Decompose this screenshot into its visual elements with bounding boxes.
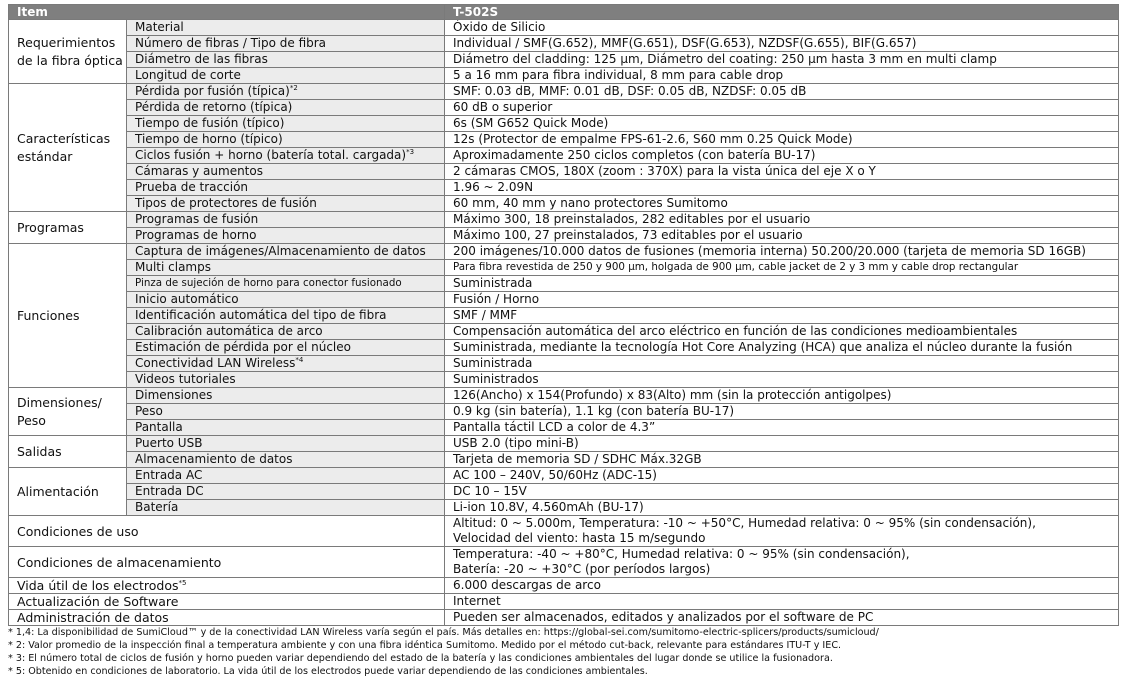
table-row: [9, 547, 1119, 578]
footnotes: [8, 626, 1118, 678]
row-label: Batería: [127, 500, 445, 516]
section-dimensions-weight: Dimensiones/ Peso: [9, 388, 127, 436]
footnote: * 5: Obtenido en condiciones de laboratorio. La vida útil de los electrodos puede variar dependiendo de las condiciones ambientales.: [8, 666, 648, 677]
row-value: 2 cámaras CMOS, 180X (zoom : 370X) para la vista única del eje X o Y: [445, 164, 1119, 180]
table-row: [9, 52, 1119, 68]
row-value: Pantalla táctil LCD a color de 4.3”: [445, 420, 1119, 436]
row-label: Pantalla: [127, 420, 445, 436]
row-label: [127, 356, 445, 372]
row-value: Internet: [445, 594, 1119, 610]
row-value: Diámetro del cladding: 125 µm, Diámetro del coating: 250 µm hasta 3 mm en multi clamp: [445, 52, 1119, 68]
row-label: Pinza de sujeción de horno para conector fusionado: [127, 276, 445, 292]
row-label: Longitud de corte: [127, 68, 445, 84]
row-value: 0.9 kg (sin batería), 1.1 kg (con batería BU-17): [445, 404, 1119, 420]
footnote-ref: *5: [178, 578, 187, 587]
table-row: [9, 484, 1119, 500]
section-software-update: Actualización de Software: [9, 594, 445, 610]
row-label: Identificación automática del tipo de fibra: [127, 308, 445, 324]
row-value: [445, 547, 1119, 578]
table-row: [9, 148, 1119, 164]
table-row: [9, 516, 1119, 547]
table-row: [9, 578, 1119, 594]
row-value-line: Temperatura: -40 ~ +80°C, Humedad relativa: 0 ~ 95% (sin condensación),: [453, 547, 910, 561]
table-row: [9, 372, 1119, 388]
table-row: [9, 260, 1119, 276]
row-label: Puerto USB: [127, 436, 445, 452]
row-value: Tarjeta de memoria SD / SDHC Máx.32GB: [445, 452, 1119, 468]
row-value: Suministrada, mediante la tecnología Hot Core Analyzing (HCA) que analiza el núcleo durante la fusión: [445, 340, 1119, 356]
row-label: Peso: [127, 404, 445, 420]
row-label: Tipos de protectores de fusión: [127, 196, 445, 212]
row-label: Pérdida de retorno (típica): [127, 100, 445, 116]
row-label: Material: [127, 20, 445, 36]
section-functions: Funciones: [9, 244, 127, 388]
row-value-line: Batería: -20 ~ +30°C (por períodos largos): [453, 562, 711, 576]
row-label: Cámaras y aumentos: [127, 164, 445, 180]
row-label: Calibración automática de arco: [127, 324, 445, 340]
row-label-text: Conectividad LAN Wireless: [135, 356, 296, 370]
row-label: Estimación de pérdida por el núcleo: [127, 340, 445, 356]
footnote-ref: *4: [295, 356, 304, 364]
table-row: [9, 610, 1119, 626]
row-value: Aproximadamente 250 ciclos completos (con batería BU-17): [445, 148, 1119, 164]
row-value: Pueden ser almacenados, editados y analizados por el software de PC: [445, 610, 1119, 626]
row-label: Almacenamiento de datos: [127, 452, 445, 468]
table-row: [9, 84, 1119, 100]
row-label: Tiempo de horno (típico): [127, 132, 445, 148]
row-value: 1.96 ~ 2.09N: [445, 180, 1119, 196]
row-label: Multi clamps: [127, 260, 445, 276]
row-value: Compensación automática del arco eléctrico en función de las condiciones medioambientales: [445, 324, 1119, 340]
row-label: Inicio automático: [127, 292, 445, 308]
row-value: Óxido de Silicio: [445, 20, 1119, 36]
row-value: Fusión / Horno: [445, 292, 1119, 308]
table-row: [9, 404, 1119, 420]
table-row: [9, 212, 1119, 228]
footnote-ref: *3: [406, 148, 415, 156]
row-value: 126(Ancho) x 154(Profundo) x 83(Alto) mm (sin la protección antigolpes): [445, 388, 1119, 404]
table-row: [9, 292, 1119, 308]
section-power: Alimentación: [9, 468, 127, 516]
header-item: Item: [9, 5, 445, 20]
row-label: Programas de fusión: [127, 212, 445, 228]
footnote: * 1,4: La disponibilidad de SumiCloud™ y de la conectividad LAN Wireless varía según el país. Más detalles en: https://global-sei.com/sumitomo-electric-splicers/products/sumicloud/: [8, 627, 879, 638]
row-value: 6s (SM G652 Quick Mode): [445, 116, 1119, 132]
table-row: [9, 228, 1119, 244]
table-row: [9, 100, 1119, 116]
row-value: AC 100 – 240V, 50/60Hz (ADC-15): [445, 468, 1119, 484]
section-programs: Programas: [9, 212, 127, 244]
table-row: [9, 180, 1119, 196]
row-value: 200 imágenes/10.000 datos de fusiones (memoria interna) 50.200/20.000 (tarjeta de memoria SD 16GB): [445, 244, 1119, 260]
row-label: Entrada AC: [127, 468, 445, 484]
row-value: Máximo 100, 27 preinstalados, 73 editables por el usuario: [445, 228, 1119, 244]
section-outputs: Salidas: [9, 436, 127, 468]
row-value: Suministrados: [445, 372, 1119, 388]
row-value: Suministrada: [445, 356, 1119, 372]
row-label: Entrada DC: [127, 484, 445, 500]
row-value: 5 a 16 mm para fibra individual, 8 mm para cable drop: [445, 68, 1119, 84]
table-row: [9, 132, 1119, 148]
row-value: Li-ion 10.8V, 4.560mAh (BU-17): [445, 500, 1119, 516]
section-label-text: Vida útil de los electrodos: [17, 578, 179, 593]
row-value: USB 2.0 (tipo mini-B): [445, 436, 1119, 452]
table-row: [9, 388, 1119, 404]
row-label: [127, 84, 445, 100]
section-electrode-life: [9, 578, 445, 594]
footnote: * 3: El número total de ciclos de fusión y horno pueden variar dependiendo del estado de la batería y las condiciones ambientales del lugar donde se utilice la fusionadora.: [8, 653, 833, 664]
row-value: 60 dB o superior: [445, 100, 1119, 116]
table-row: [9, 324, 1119, 340]
row-value: Para fibra revestida de 250 y 900 µm, holgada de 900 µm, cable jacket de 2 y 3 mm y cable drop rectangular: [445, 260, 1119, 276]
table-row: [9, 116, 1119, 132]
section-storage-conditions: Condiciones de almacenamiento: [9, 547, 445, 578]
table-row: [9, 468, 1119, 484]
table-row: [9, 244, 1119, 260]
table-row: [9, 276, 1119, 292]
row-label: [127, 148, 445, 164]
footnote-ref: *2: [289, 84, 298, 92]
row-label-text: Ciclos fusión + horno (batería total. cargada): [135, 148, 407, 162]
row-label: Dimensiones: [127, 388, 445, 404]
row-label: Programas de horno: [127, 228, 445, 244]
table-row: [9, 68, 1119, 84]
table-row: [9, 452, 1119, 468]
row-label: Prueba de tracción: [127, 180, 445, 196]
header-model: T-502S: [445, 5, 1119, 20]
row-label-text: Pérdida por fusión (típica): [135, 84, 290, 98]
row-value-line: Velocidad del viento: hasta 15 m/segundo: [453, 531, 706, 545]
row-value: 6.000 descargas de arco: [445, 578, 1119, 594]
section-fiber-requirements: Requerimientos de la fibra óptica: [9, 20, 127, 84]
row-value: SMF / MMF: [445, 308, 1119, 324]
table-row: [9, 500, 1119, 516]
table-row: [9, 20, 1119, 36]
table-row: [9, 36, 1119, 52]
section-standard-features: Características estándar: [9, 84, 127, 212]
section-data-management: Administración de datos: [9, 610, 445, 626]
row-value: Individual / SMF(G.652), MMF(G.651), DSF(G.653), NZDSF(G.655), BIF(G.657): [445, 36, 1119, 52]
row-value: 12s (Protector de empalme FPS-61-2.6, S60 mm 0.25 Quick Mode): [445, 132, 1119, 148]
row-value: Máximo 300, 18 preinstalados, 282 editables por el usuario: [445, 212, 1119, 228]
spec-table: [8, 4, 1119, 626]
row-value: Suministrada: [445, 276, 1119, 292]
row-value: 60 mm, 40 mm y nano protectores Sumitomo: [445, 196, 1119, 212]
table-row: [9, 594, 1119, 610]
row-label: Captura de imágenes/Almacenamiento de datos: [127, 244, 445, 260]
table-row: [9, 340, 1119, 356]
table-row: [9, 356, 1119, 372]
table-row: [9, 436, 1119, 452]
row-label: Diámetro de las fibras: [127, 52, 445, 68]
row-value: SMF: 0.03 dB, MMF: 0.01 dB, DSF: 0.05 dB, NZDSF: 0.05 dB: [445, 84, 1119, 100]
table-header-row: [9, 5, 1119, 20]
row-label: Número de fibras / Tipo de fibra: [127, 36, 445, 52]
row-label: Tiempo de fusión (típico): [127, 116, 445, 132]
row-value: [445, 516, 1119, 547]
row-label: Videos tutoriales: [127, 372, 445, 388]
table-row: [9, 420, 1119, 436]
table-row: [9, 164, 1119, 180]
row-value: DC 10 – 15V: [445, 484, 1119, 500]
table-row: [9, 196, 1119, 212]
footnote: * 2: Valor promedio de la inspección final a temperatura ambiente y con una fibra idéntica Sumitomo. Medido por el método cut-back, relevante para estándares ITU-T y IEC.: [8, 640, 842, 651]
row-value-line: Altitud: 0 ~ 5.000m, Temperatura: -10 ~ +50°C, Humedad relativa: 0 ~ 95% (sin condensación),: [453, 516, 1036, 530]
table-row: [9, 308, 1119, 324]
section-operating-conditions: Condiciones de uso: [9, 516, 445, 547]
